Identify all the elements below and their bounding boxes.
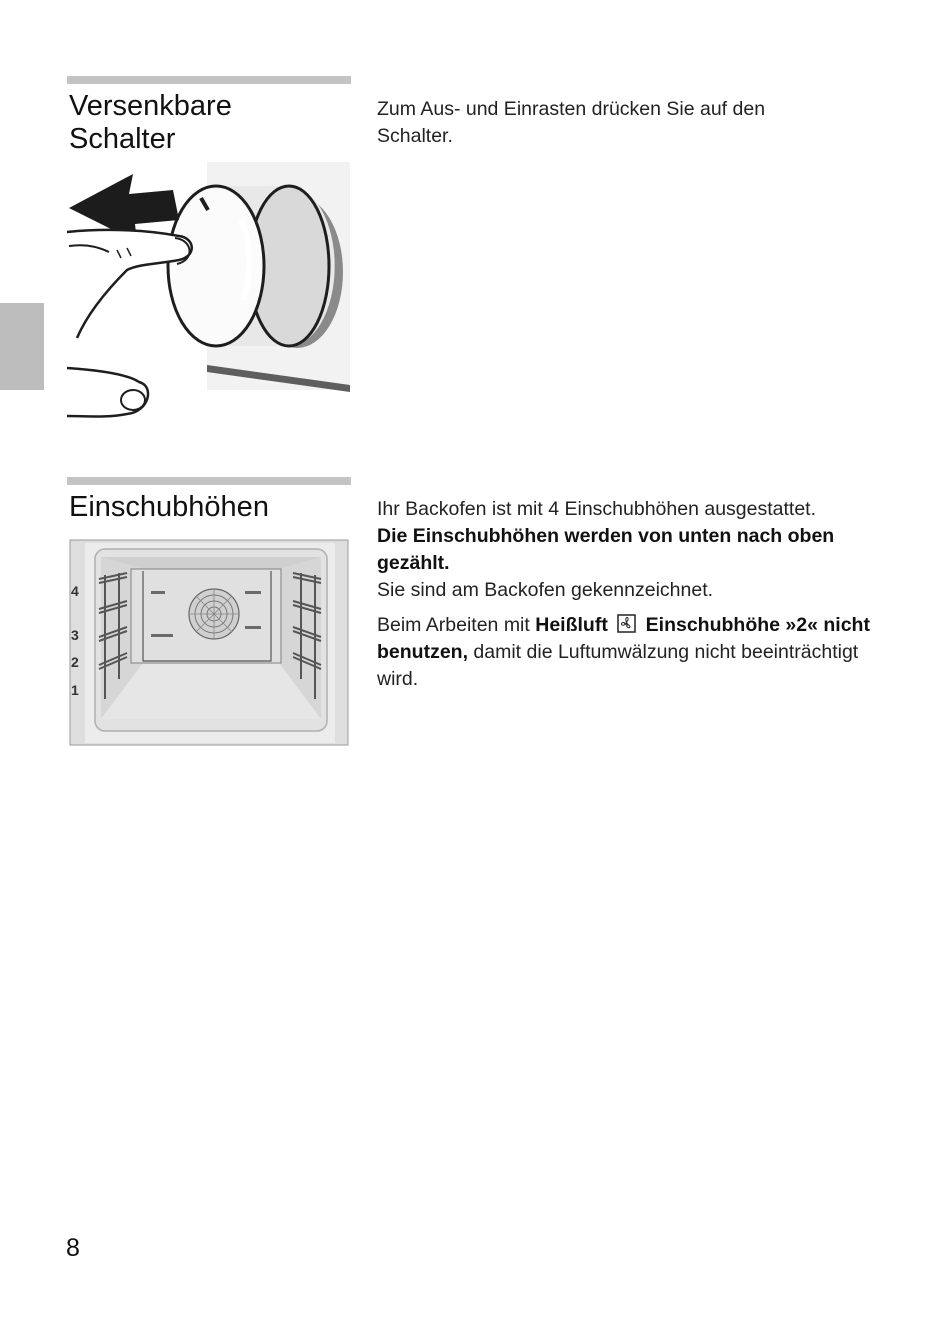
oven-interior-icon (69, 539, 349, 746)
shelf-label-3: 3 (71, 627, 79, 643)
section-title-versenkbare-schalter (69, 90, 232, 156)
section-text-einschubhoehen (377, 496, 887, 693)
page-number: 8 (66, 1234, 80, 1262)
paragraph: Zum Aus- und Einrasten drücken Sie auf den Schalter. (377, 98, 766, 147)
shelf-label-4: 4 (71, 583, 79, 599)
bold-text-heissluft: Heißluft (535, 614, 608, 636)
side-tab-marker (0, 303, 44, 390)
text-line: Ihr Backofen ist mit 4 Einschubhöhen ausgestattet. (377, 498, 817, 520)
paragraph (377, 496, 887, 604)
bold-text: Die Einschubhöhen werden von unten nach oben gezählt. (377, 525, 835, 574)
text-part: damit die Luftumwälzung nicht beeinträchtigt wird. (377, 641, 859, 690)
section-text-versenkbare-schalter (377, 96, 817, 150)
shelf-label-2: 2 (71, 654, 79, 670)
title-line-2: Schalter (69, 123, 176, 155)
fan-icon (617, 614, 636, 633)
text-line: Sie sind am Backofen gekennzeichnet. (377, 579, 714, 601)
text-part: Beim Arbeiten mit (377, 614, 536, 636)
knob-push-icon (67, 160, 352, 422)
section-divider (67, 477, 351, 485)
bold-text-einschubhoehe: Einschubhöhe »2« nicht benutzen, (377, 614, 870, 663)
section-title-einschubhoehen: Einschubhöhen (69, 491, 269, 523)
title-line-1: Versenkbare (69, 90, 232, 122)
section-divider (67, 76, 351, 84)
shelf-label-1: 1 (71, 682, 79, 698)
paragraph (377, 612, 887, 693)
